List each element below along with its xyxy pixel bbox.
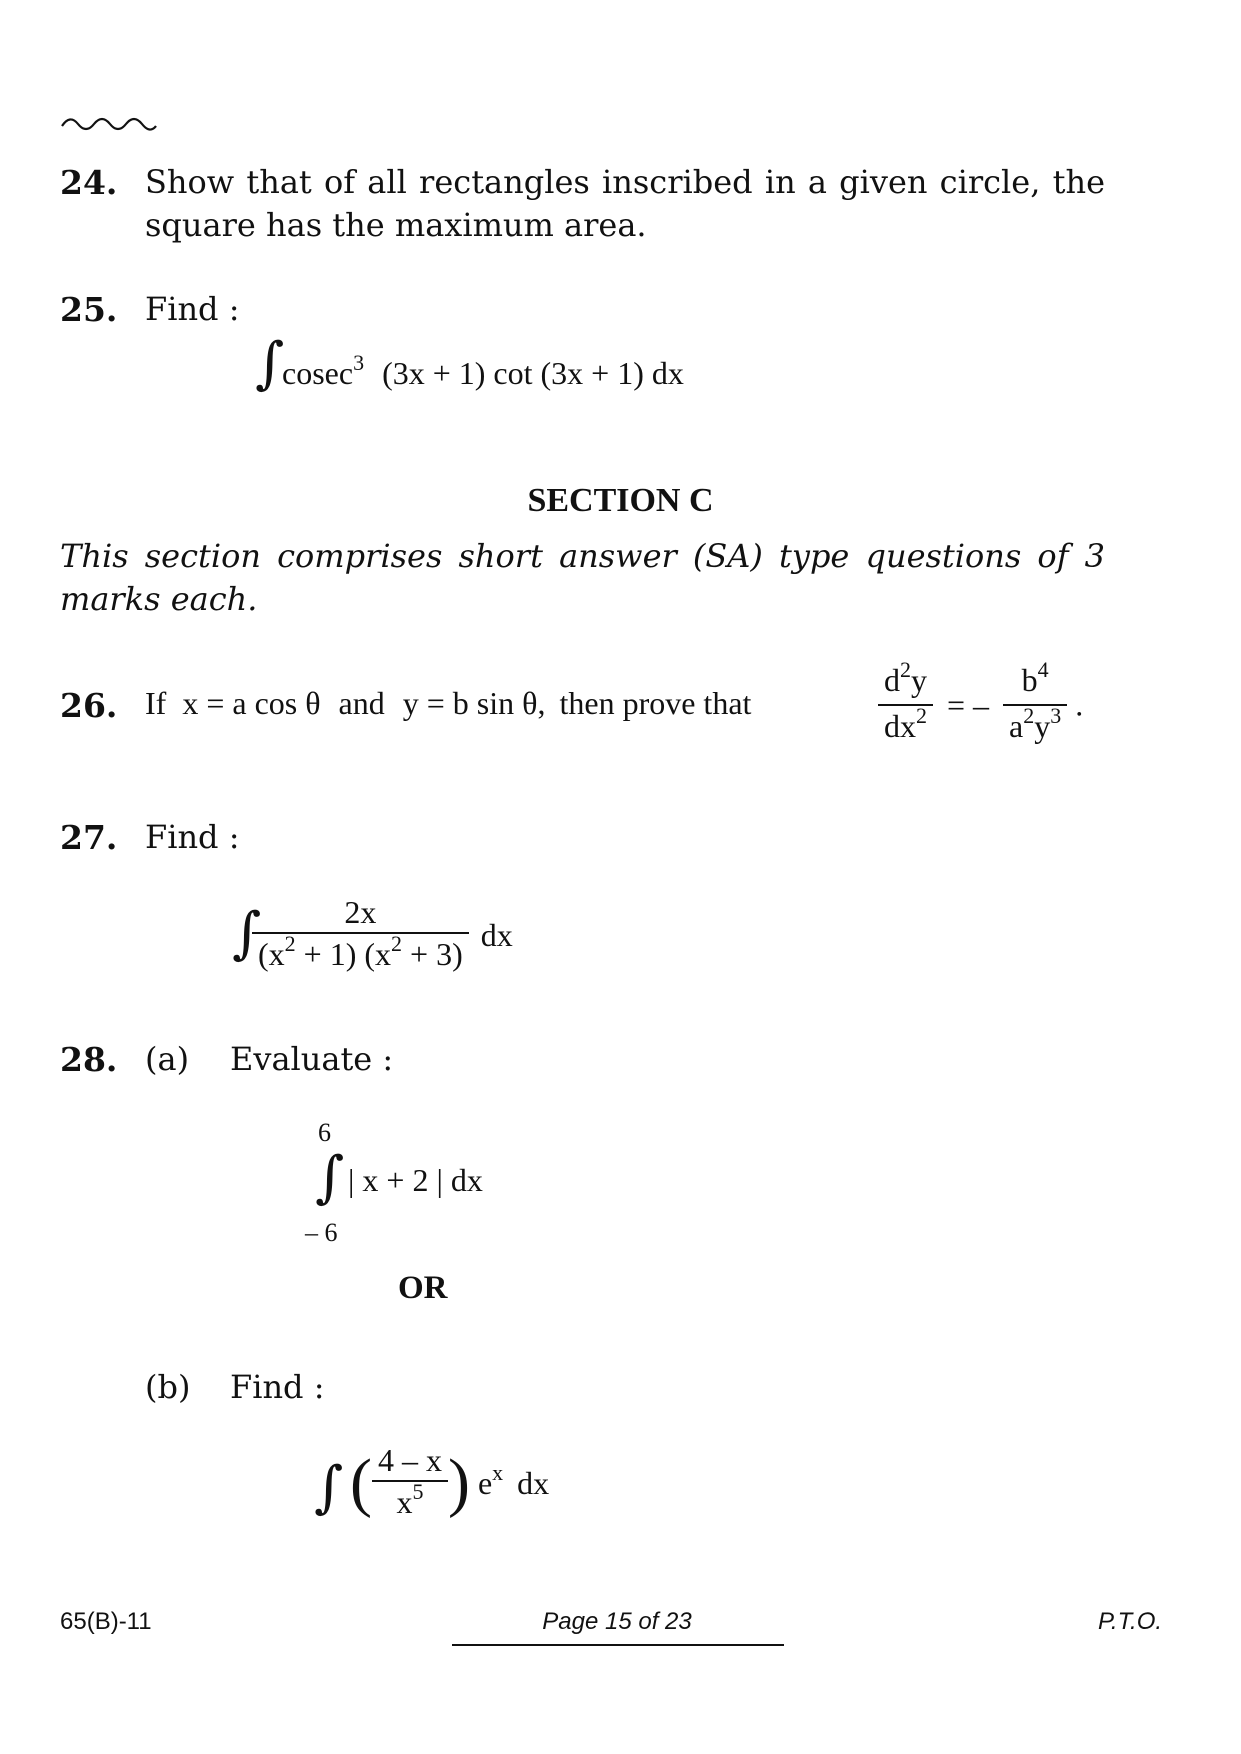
rhs-numerator: $b^4$	[1003, 660, 1067, 706]
part-b-prompt: Find :	[230, 1368, 325, 1406]
close-paren: )	[447, 1446, 470, 1519]
question-25-integral	[255, 331, 285, 396]
part-b-dx: dx	[517, 1464, 550, 1501]
footer-underline	[452, 1644, 784, 1646]
question-27-dx: dx	[480, 916, 513, 953]
if-text: If	[145, 685, 167, 721]
question-26-formula	[878, 657, 1084, 750]
open-paren: (	[350, 1446, 372, 1519]
section-title: SECTION C	[527, 482, 714, 519]
cosec-power: 3	[353, 350, 365, 375]
page-number: Page 15 of 23	[542, 1608, 692, 1635]
part-a-label: (a)	[145, 1040, 190, 1078]
integral-sign: ∫	[232, 901, 262, 966]
question-27-denominator: $(x^2 + 1) (x^2 + 3)$	[258, 931, 463, 972]
question-26-statement	[145, 685, 751, 722]
then-text: then prove that	[559, 685, 752, 721]
upper-limit: 6	[318, 1118, 331, 1147]
part-a-integrand: | x + 2 | dx	[348, 1162, 483, 1198]
part-b-denominator: $x^5$	[396, 1479, 424, 1520]
question-27-numerator: 2x	[252, 892, 469, 934]
question-24-number: 24.	[60, 163, 118, 202]
part-a-prompt: Evaluate :	[230, 1040, 394, 1078]
squiggle-mark	[60, 112, 160, 136]
lhs-numerator: $d^2y$	[878, 660, 933, 706]
please-turn-over: P.T.O.	[1098, 1608, 1163, 1635]
question-27-prompt: Find :	[145, 818, 240, 856]
lower-limit: – 6	[305, 1218, 338, 1247]
question-27-fraction	[252, 892, 469, 978]
paper-code: 65(B)-11	[60, 1608, 152, 1635]
question-25-prompt: Find :	[145, 290, 240, 328]
question-28-number: 28.	[60, 1040, 118, 1079]
rhs-fraction	[1003, 657, 1067, 750]
question-26-number: 26.	[60, 686, 118, 725]
question-25-rest: (3x + 1) cot (3x + 1) dx	[382, 355, 684, 391]
question-24-text: Show that of all rectangles inscribed in a given circle, the square has the maximum area.	[145, 163, 1105, 244]
integral-sign: ∫	[255, 331, 285, 396]
cosec-function: cosec	[282, 355, 354, 391]
exponential: $e^x$	[477, 1459, 504, 1501]
equals-sign: = –	[947, 686, 990, 723]
rhs-denominator: $a^2y^3$	[1009, 703, 1062, 744]
part-b-fraction	[372, 1440, 448, 1526]
part-b-integral: ∫	[314, 1455, 344, 1520]
part-b-label: (b)	[145, 1368, 191, 1406]
lhs-denominator: $dx^2$	[884, 703, 927, 744]
lhs-fraction	[878, 657, 933, 750]
question-25-expression	[282, 350, 684, 392]
section-description: This section comprises short answer (SA) type questions of 3 marks each.	[60, 537, 1105, 618]
part-b-expression	[350, 1440, 549, 1526]
x-equation: x = a cos θ	[182, 685, 321, 721]
definite-integral-sign: ∫	[315, 1145, 345, 1210]
period: .	[1075, 686, 1084, 723]
and-text: and	[338, 685, 385, 721]
question-25-number: 25.	[60, 290, 118, 329]
or-separator: OR	[398, 1270, 448, 1306]
part-b-numerator: 4 – x	[372, 1440, 448, 1482]
question-27-expression	[252, 892, 513, 978]
y-equation: y = b sin θ,	[402, 685, 546, 721]
question-27-number: 27.	[60, 818, 118, 857]
